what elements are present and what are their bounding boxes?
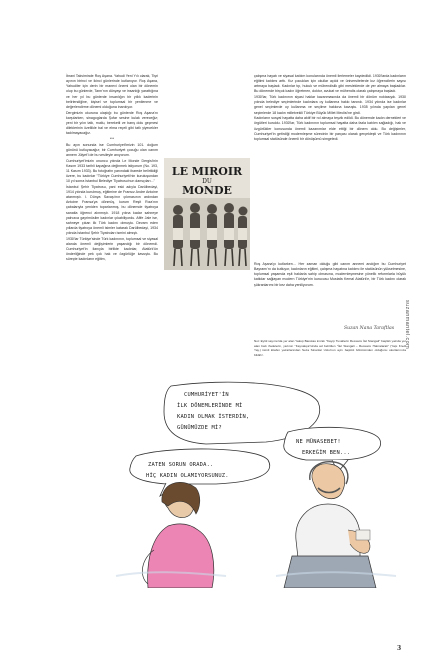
bubble-right-line: ERKEĞİM BEN...	[302, 450, 351, 456]
bubble-man-line: İLK DÖNEMLERİNDE Mİ	[177, 403, 243, 409]
cartoon-illustration	[56, 380, 416, 588]
paragraph: Roş Aşana'yı kutlarken… Her zaman olduğu gibi canım annemi andığım bu Cumhuriyet Bayramı'nı da kutluyor, kadınların eğitimi, çalışma hayatına katılımı ile statüsünün yükselmesine, toplumsal yaşamda eşit haklarla sahip olmasına, modernleşmesine yönelik reformlarla büyük katkılar sağlayan modern Türkiye'nin kurucusu Mustafa Kemal Atatürk'e, bir Türk kadını olarak şükranlarımı bir kez daha yeniliyorum.	[254, 262, 406, 287]
bubble-man-line: GÜNÜMÜZDE Mİ?	[177, 425, 222, 431]
bubble-man-line: CUMHURİYET'İN	[184, 392, 229, 398]
cover-title-line1: LE MIROIR	[171, 165, 243, 178]
article-closing-paragraph	[254, 262, 406, 288]
paragraph: 1930'lar Türkiye'sinde Türk kadınının, toplumsal ve siyasal alanda önemli değişimlerin yaşandığı bir dönemdi. Cumhuriyet'in ilanıyla birlikte kadınlar, Atatürk'ün önderliğinde pek çok hak ve özgürlüğe kavuştu. Bu süreçte kadınların eğitim,	[66, 236, 158, 262]
website-url: suzanmantel.com	[404, 300, 410, 350]
bubble-right-line: NE MÜNASEBET!	[296, 439, 341, 445]
author-signature: Suzan Nana Taraftlas	[344, 326, 395, 331]
page-number: 3	[397, 645, 402, 652]
cover-title-line3: MONDE	[182, 184, 232, 197]
article-left-column	[66, 74, 158, 263]
paragraph: çalışma hayatı ve siyasal katılım konularında önemli ilerlemeler kaydedildi. 1930'larda kadınların eğitimi katılımı arttı. Kız çocukları için okullar açıldı ve üniversitelerde kız öğrencilerin sayısı artmaya başladı. Kadınlar tıp, hukuk ve mühendislik gibi mesleklerde de yer almaya başladılar. Bu dönemde birçok kadın öğretmen, doktor, avukat ve mühendis olarak çalışmaya başladı.	[254, 74, 406, 94]
bubble-man-line: KADIN OLMAK İSTERDİN,	[177, 414, 250, 420]
bubble-woman-line: ZATEN SORUN ORADA..	[148, 462, 214, 468]
le-miroir-du-monde-cover	[164, 158, 250, 270]
editor-note: Not: Eylül sayımızda yer alan Yakup Barokas imzalı "Kayıp Tuvallerin Ressamı İlel Stangali" başlıklı yazıda yer alan bazı ifadelerin, yazının "Kaynakça"sinda ad belirtilen "İlel Stangali – Ressamı Hatıralarak" (Yapı Kredi Yay.) isimli kitabın yazarlarından Seza Sinanlar Uslu'nun aynı başlıklı bölümünden olduğunu okurlarımıza bildiriz.	[254, 339, 406, 357]
cover-title-line2: DU	[202, 178, 212, 185]
paragraph: Cumhuriyet'imizin onuncu yılında Le Monde Dergisi'nin Kasım 1933 tarihli kapağına değinmek istiyorum (No. 193, 11 Kasım 1933). Bu fotoğrafın yanındaki ibarede belirtildiği üzere, bu kadınlar "Türkiye Cumhuriyeti'nin kuruluşundan 10 yıl sonra İstanbul Belediye Tiyatrosu'nun dansçıları..."	[66, 158, 158, 184]
paragraph: İbrani Takviminde Roş Aşana. Yahudi Yeni Yılı olarak, Tişri ayının birinci ve ikinci günlerinde kutlanıyor. Roş Aşana, Yahudiler için derin bir manevi önemi olan bir dönemin olup bu günlerde, Tanrı'nın dünyayı ve insanlığı yarattığına ve her yıl bu günlerde insanlığın bir yıllık kaderinin belirlendiğine, kişisel ve toplumsal bir yenilenme ve değerlendirme dönemi olduğuna inanılıyor.	[66, 74, 158, 109]
bubble-woman-line: HİÇ KADIN OLAMIYORSUNUZ.	[146, 473, 229, 479]
article-right-column	[254, 74, 406, 143]
cover-photo	[164, 158, 250, 270]
paragraph: Kadınların sosyal hayatta daha aktif bir rol almaya teşvik edildi. Bu dönemde kadın dernekleri ve örgütleri kuruldu. 1930'lar, Türk kadınının toplumsal hayatta daha fazla katılım sağladığı, hak ve özgürlükler konusunda önemli kazanımlar elde ettiği bir dönem oldu. Bu değişimler, Cumhuriyet'in getirdiği modernleşme sürecinin bir parçası olarak gerçekleşti ve Türk kadınının toplumsal statüsünde önemli bir dönüşümü simgeledi.	[254, 116, 406, 141]
section-separator: ***	[109, 136, 115, 141]
paragraph: Bu ayın sonunda ise Cumhuriyet'imizin 101. doğum gününü kutluyacağız; bir Cumhuriyet çocuğu olan canım annem Jülyet'i de bu vesileyle anıyorum.	[66, 142, 158, 157]
newspaper-icon	[356, 530, 370, 540]
paragraph: Dergimizin okuruna ulaştığı bu günlerde Roş Aşana'nı karşılarken, sinagoglarda Şofar sesine kulak vereceğiz; yeni bir yılın tatlı, mutlu, bereketli ve barış dolu geçmesi dileklerinin özellikle bal ve elma reçeli gibi tatlı yiyecekler tadılmayacağız.	[66, 110, 158, 136]
paragraph: İstanbul Şehir Tiyatrosu, yani eski adıyla Darülbedayi, 1914 yılında kurulmuş, eğitimine de Fransız Andre Antoine atanmıştı. I. Dünya Savaşı'nın çıkmasının ardından Antoine Fransa'ya dönmüş, kurum Reşit Rıza'nın çabalarıyla yeniden toparlanmış, bu dönemde tiyatroya sanatla öğrenci alınmıştı. 1918 yılına kadar sahneye yalnızca gayrimüslim kadınlar çıkabiliyordu. Afife Jale ise, sahneye çıkan ilk Türk kadını olmuştu. Devam eden yıllarda tiyatroya önemli isimler katarak Darülbedayi, 1934 yılında İstanbul Şehir Tiyatroları ismini almıştı.	[66, 184, 158, 236]
paragraph: 1930'lar, Türk kadınının siyasi haklar kazanmasında da önemli bir dönüm noktasıydı. 1930 yılında belediye seçimlerinde kadınlara oy kullanma hakkı tanındı. 1934 yılında ise kadınlar genel seçimlerde oy kullanma ve seçilme hakkına kavuştu. 1935 yılında yapılan genel seçimlerde 18 kadın milletvekili Türkiye Büyük Millet Meclisi'ne girdi.	[254, 95, 406, 115]
